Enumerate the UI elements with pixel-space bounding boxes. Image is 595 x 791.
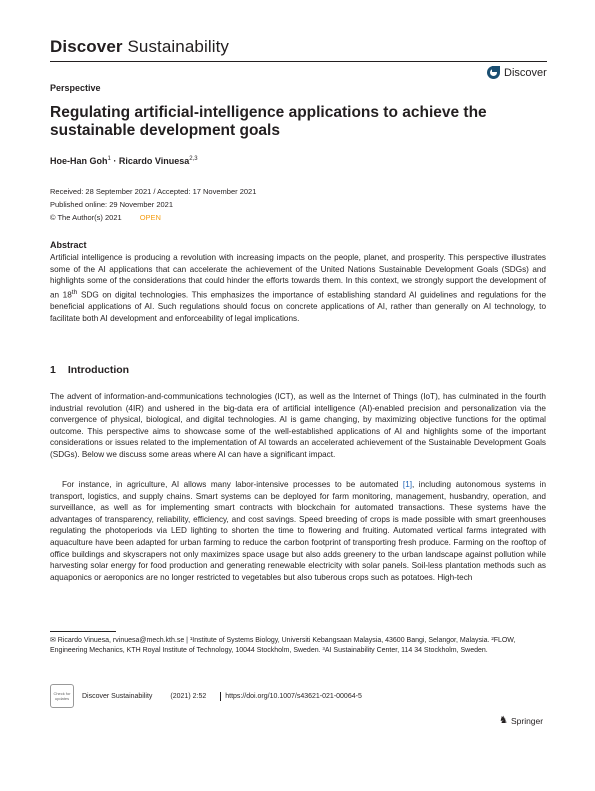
abstract-text-part: Artificial intelligence is producing a revolution with increasing impacts on the people, planet, and prosperity. This perspective illustrates some of the AI applications that can accelerate the achievement of the United Nations Sustainable Development Goals (SDGs) and highlights some of the considerations that could hinder the efforts towards them. In this context, we strongly support the development of an 18	[50, 253, 546, 300]
discover-logo-icon	[487, 66, 500, 79]
received-accepted-dates: Received: 28 September 2021 / Accepted: 17 November 2021	[50, 187, 257, 196]
paragraph-text: For instance, in agriculture, AI allows many labor-intensive processes to be automated	[62, 480, 403, 489]
header-rule	[50, 61, 547, 62]
discover-logo	[487, 66, 547, 79]
body-paragraph	[50, 479, 546, 583]
discover-logo-text: Discover	[504, 66, 547, 79]
footer-volume: (2021) 2:52	[170, 692, 207, 700]
author-name[interactable]: Ricardo Vinuesa	[118, 156, 190, 166]
check-for-updates-badge[interactable]	[50, 684, 74, 708]
article-title: Regulating artificial-intelligence applications to achieve the sustainable development goals	[50, 104, 487, 139]
doi-link[interactable]: https://doi.org/10.1007/s43621-021-00064-5	[225, 692, 362, 700]
author-separator: ·	[110, 156, 119, 166]
check-for-updates-icon: Check for updates	[53, 691, 71, 701]
footnote-rule	[50, 631, 116, 632]
author-list	[50, 156, 198, 166]
section-heading	[50, 364, 129, 376]
copyright: © The Author(s) 2021	[50, 213, 122, 222]
author-name[interactable]: Hoe-Han Goh	[50, 156, 108, 166]
abstract-superscript: th	[71, 288, 78, 296]
body-paragraph: The advent of information-and-communications technologies (ICT), as well as the Internet of Things (IoT), has culminated in the fourth industrial revolution (4IR) and ushered in the big-data era of artificial intelligence (AI)-enabled precision and personalization via the convergence of physical, biological, and digital technologies. AI is game changing, by maximizing objective functions for the optimal outcome. This perspective aims to showcase some of the well-established applications of AI and highlights some of the important considerations or issues related to the implementation of AI towards an accelerated achievement of the Sustainable Development Goals (SDGs). Below we discuss some areas where AI can have a significant impact.	[50, 392, 546, 459]
springer-horse-icon: ♞	[499, 715, 508, 726]
author-affiliation-sup: 2,3	[189, 156, 198, 162]
springer-logo	[499, 715, 543, 726]
section-number: 1	[50, 364, 56, 376]
journal-name-light: Sustainability	[127, 37, 230, 56]
section-title: Introduction	[67, 364, 130, 376]
article-type: Perspective	[50, 83, 101, 93]
journal-name	[50, 37, 229, 57]
open-access-badge: OPEN	[139, 213, 161, 222]
abstract-heading: Abstract	[50, 240, 87, 250]
author-affiliation-sup: 1	[107, 156, 111, 162]
footer-journal: Discover Sustainability	[82, 692, 153, 700]
footnote: ✉ Ricardo Vinuesa, rvinuesa@mech.kth.se | ¹Institute of Systems Biology, Universiti Kebangsaan Malaysia, 43600 Bangi, Selangor, Malaysia. ²FLOW, Engineering Mechanics, KTH Royal Institute of Technology, 10044 Stockholm, Sweden. ³AI Sustainability Center, 114 34 Stockholm, Sweden.	[50, 637, 516, 654]
abstract-text	[50, 252, 546, 324]
page-footer	[50, 684, 546, 708]
footer-separator	[220, 692, 221, 701]
citation-link[interactable]: [1]	[402, 480, 413, 489]
springer-logo-text: Springer	[510, 715, 544, 726]
paragraph-text: , including autonomous systems in transport, logistics, and supply chains. Smart systems can be deployed for farm monitoring, management, husbandry, operation, and surveillance, as well as for implementing smart contracts with blockchain for automated transactions. These systems have the advantages of transparency, reliability, efficiency, and cost savings. Speed breeding of crops is made possible with smart greenhouses regulating the photoperiods via LED lighting to shorten the time to flowering and fruiting. Automated vertical farms integrated with aquaculture have been adapted for urban farming to reduce the carbon footprint of transporting fresh produce. Farming on the rooftop of office buildings and skyscrapers not only maximizes space usage but also adds greenery to the urban landscape against pollution while harvesting solar energy for food production and generating renewable electricity with solar panels. Soil-less plantation methods such as aquaponics or aeroponics are no longer restricted to vegetables but also tuberous crops such as potatoes. High-tech	[50, 480, 546, 582]
published-date: Published online: 29 November 2021	[50, 200, 173, 209]
abstract-text-part: SDG on digital technologies. This emphasizes the importance of establishing standard AI guidelines and regulations for the beneficial applications of AI. Such regulations should focus on concrete applications of AI, rather than generally on AI technology, to facilitate both AI development and enforceability of legal implications.	[50, 290, 546, 323]
journal-name-bold: Discover	[50, 37, 123, 56]
article-dates	[50, 185, 256, 224]
